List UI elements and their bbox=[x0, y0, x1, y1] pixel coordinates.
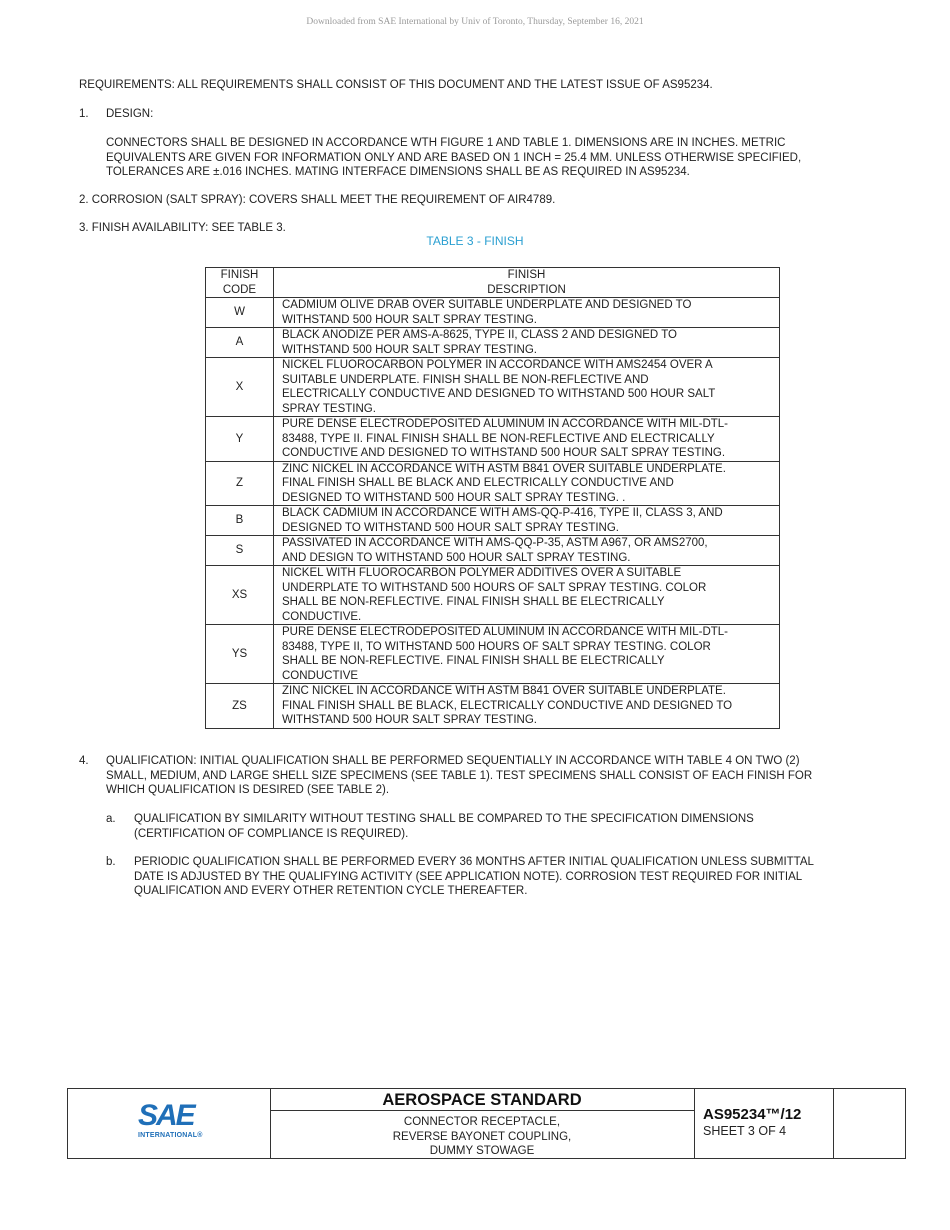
finish-code-cell: ZS bbox=[206, 684, 274, 729]
finish-description-cell bbox=[274, 461, 780, 506]
finish-code-cell: A bbox=[206, 328, 274, 358]
description-line: FINAL FINISH SHALL BE BLACK AND ELECTRICALLY CONDUCTIVE AND bbox=[282, 477, 674, 489]
qualification-a-line: (CERTIFICATION OF COMPLIANCE IS REQUIRED). bbox=[134, 827, 409, 840]
finish-table bbox=[205, 267, 780, 729]
qualification-number: 4. bbox=[79, 755, 89, 767]
finish-code-cell: XS bbox=[206, 566, 274, 625]
design-body-line: TOLERANCES ARE ±.016 INCHES. MATING INTERFACE DIMENSIONS SHALL BE AS REQUIRED IN AS95234. bbox=[106, 166, 690, 178]
table-row bbox=[206, 358, 780, 417]
finish-code-cell: Z bbox=[206, 461, 274, 506]
title-block bbox=[67, 1088, 906, 1159]
finish-code-cell: S bbox=[206, 536, 274, 566]
finish-description-cell bbox=[274, 298, 780, 328]
qualification-a-line: QUALIFICATION BY SIMILARITY WITHOUT TESTING SHALL BE COMPARED TO THE SPECIFICATION DIMENSIONS bbox=[134, 813, 754, 825]
header-line: FINISH bbox=[220, 269, 259, 281]
finish-code-cell: YS bbox=[206, 625, 274, 684]
part-description-line: CONNECTOR RECEPTACLE, bbox=[403, 1116, 561, 1128]
description-line: SPRAY TESTING. bbox=[282, 402, 376, 415]
qualification-line: QUALIFICATION: INITIAL QUALIFICATION SHALL BE PERFORMED SEQUENTIALLY IN ACCORDANCE WITH TABLE 4 ON TWO (2) bbox=[106, 755, 800, 767]
document-number: AS95234™/12 bbox=[703, 1106, 802, 1123]
logo-cell bbox=[68, 1089, 271, 1158]
header-finish-code bbox=[206, 268, 274, 298]
table-title: TABLE 3 - FINISH bbox=[426, 234, 524, 248]
qualification-b-line: DATE IS ADJUSTED BY THE QUALIFYING ACTIVITY (SEE APPLICATION NOTE). CORROSION TEST REQUIRED FOR INITIAL bbox=[134, 870, 803, 883]
title-cell bbox=[270, 1089, 695, 1158]
finish-description-cell bbox=[274, 506, 780, 536]
design-body-line: CONNECTORS SHALL BE DESIGNED IN ACCORDANCE WTH FIGURE 1 AND TABLE 1. DIMENSIONS ARE IN INCHES. METRIC bbox=[106, 137, 786, 149]
description-line: SUITABLE UNDERPLATE. FINISH SHALL BE NON-REFLECTIVE AND bbox=[282, 373, 649, 386]
description-line: UNDERPLATE TO WITHSTAND 500 HOURS OF SALT SPRAY TESTING. COLOR bbox=[282, 581, 707, 594]
description-line: BLACK CADMIUM IN ACCORDANCE WITH AMS-QQ-P-416, TYPE II, CLASS 3, AND bbox=[282, 507, 723, 519]
finish-availability-paragraph: 3. FINISH AVAILABILITY: SEE TABLE 3. bbox=[79, 222, 286, 234]
design-heading bbox=[79, 107, 879, 122]
table-row bbox=[206, 684, 780, 729]
header-finish-description bbox=[274, 268, 780, 298]
finish-description-cell bbox=[274, 684, 780, 729]
part-description-line: DUMMY STOWAGE bbox=[429, 1145, 535, 1157]
description-line: CONDUCTIVE AND DESIGNED TO WITHSTAND 500 HOUR SALT SPRAY TESTING. bbox=[282, 447, 726, 459]
description-line: PURE DENSE ELECTRODEPOSITED ALUMINUM IN ACCORDANCE WITH MIL-DTL- bbox=[282, 626, 728, 638]
table-row bbox=[206, 328, 780, 358]
table-row bbox=[206, 417, 780, 462]
description-line: AND DESIGN TO WITHSTAND 500 HOUR SALT SPRAY TESTING. bbox=[282, 551, 631, 564]
table-row bbox=[206, 506, 780, 536]
description-line: NICKEL WITH FLUOROCARBON POLYMER ADDITIVES OVER A SUITABLE bbox=[282, 567, 682, 579]
description-line: SHALL BE NON-REFLECTIVE. FINAL FINISH SHALL BE ELECTRICALLY bbox=[282, 596, 665, 608]
sae-logo-letters: SAE bbox=[138, 1099, 194, 1132]
table-header-row bbox=[206, 268, 780, 298]
finish-description-cell bbox=[274, 625, 780, 684]
finish-description-cell bbox=[274, 417, 780, 462]
description-line: WITHSTAND 500 HOUR SALT SPRAY TESTING. bbox=[282, 714, 537, 726]
description-line: CADMIUM OLIVE DRAB OVER SUITABLE UNDERPLATE AND DESIGNED TO bbox=[282, 299, 692, 311]
finish-description-cell bbox=[274, 536, 780, 566]
description-line: PURE DENSE ELECTRODEPOSITED ALUMINUM IN ACCORDANCE WITH MIL-DTL- bbox=[282, 418, 728, 430]
requirements-paragraph: REQUIREMENTS: ALL REQUIREMENTS SHALL CONSIST OF THIS DOCUMENT AND THE LATEST ISSUE OF AS95234. bbox=[79, 79, 713, 91]
finish-code-cell: X bbox=[206, 358, 274, 417]
description-line: CONDUCTIVE. bbox=[282, 610, 362, 623]
qualification-line: WHICH QUALIFICATION IS DESIRED (SEE TABLE 2). bbox=[106, 784, 390, 796]
description-line: 83488, TYPE II. FINAL FINISH SHALL BE NON-REFLECTIVE AND ELECTRICALLY bbox=[282, 432, 715, 445]
description-line: ZINC NICKEL IN ACCORDANCE WITH ASTM B841 OVER SUITABLE UNDERPLATE. bbox=[282, 462, 726, 475]
description-line: CONDUCTIVE bbox=[282, 669, 359, 682]
finish-description-cell bbox=[274, 358, 780, 417]
qualification-b-label: b. bbox=[106, 856, 116, 868]
qualification-body bbox=[106, 754, 886, 798]
sheet-number: SHEET 3 OF 4 bbox=[703, 1124, 787, 1138]
header-line: CODE bbox=[222, 283, 257, 296]
description-line: 83488, TYPE II, TO WITHSTAND 500 HOURS OF SALT SPRAY TESTING. COLOR bbox=[282, 640, 711, 653]
part-description bbox=[270, 1111, 694, 1159]
document-cell bbox=[694, 1089, 834, 1158]
description-line: WITHSTAND 500 HOUR SALT SPRAY TESTING. bbox=[282, 313, 537, 326]
sae-logo-subtitle: INTERNATIONAL® bbox=[138, 1132, 203, 1139]
standard-heading: AEROSPACE STANDARD bbox=[270, 1089, 694, 1111]
qualification-b-line: QUALIFICATION AND EVERY OTHER RETENTION CYCLE THEREAFTER. bbox=[134, 885, 528, 897]
description-line: ELECTRICALLY CONDUCTIVE AND DESIGNED TO WITHSTAND 500 HOUR SALT bbox=[282, 388, 716, 400]
header-line: FINISH bbox=[507, 269, 546, 281]
description-line: DESIGNED TO WITHSTAND 500 HOUR SALT SPRAY TESTING. bbox=[282, 521, 619, 534]
part-description-line: REVERSE BAYONET COUPLING, bbox=[392, 1130, 572, 1143]
finish-code-cell: W bbox=[206, 298, 274, 328]
finish-code-cell: Y bbox=[206, 417, 274, 462]
corrosion-paragraph: 2. CORROSION (SALT SPRAY): COVERS SHALL MEET THE REQUIREMENT OF AIR4789. bbox=[79, 194, 556, 206]
table-row bbox=[206, 461, 780, 506]
description-line: WITHSTAND 500 HOUR SALT SPRAY TESTING. bbox=[282, 343, 537, 356]
table-row bbox=[206, 298, 780, 328]
qualification-b-body bbox=[134, 855, 884, 899]
finish-description-cell bbox=[274, 328, 780, 358]
design-number: 1. bbox=[79, 108, 89, 120]
table-row bbox=[206, 625, 780, 684]
qualification-a-label: a. bbox=[106, 813, 116, 825]
table-row bbox=[206, 566, 780, 625]
description-line: FINAL FINISH SHALL BE BLACK, ELECTRICALLY CONDUCTIVE AND DESIGNED TO bbox=[282, 699, 733, 712]
table-row bbox=[206, 536, 780, 566]
description-line: NICKEL FLUOROCARBON POLYMER IN ACCORDANCE WITH AMS2454 OVER A bbox=[282, 359, 713, 371]
header-line: DESCRIPTION bbox=[487, 283, 566, 296]
design-body-line: EQUIVALENTS ARE GIVEN FOR INFORMATION ONLY AND ARE BASED ON 1 INCH = 25.4 MM. UNLESS OTHERWISE SPECIFIED, bbox=[106, 151, 802, 164]
design-title: DESIGN: bbox=[106, 108, 154, 120]
qualification-b-line: PERIODIC QUALIFICATION SHALL BE PERFORMED EVERY 36 MONTHS AFTER INITIAL QUALIFICATION UNLESS SUBMITTAL bbox=[134, 856, 814, 868]
design-body bbox=[106, 136, 876, 180]
qualification-a-body bbox=[134, 812, 884, 841]
qualification-line: SMALL, MEDIUM, AND LARGE SHELL SIZE SPECIMENS (SEE TABLE 1). TEST SPECIMENS SHALL CONSIST OF EACH FINISH FOR bbox=[106, 769, 813, 782]
description-line: PASSIVATED IN ACCORDANCE WITH AMS-QQ-P-35, ASTM A967, OR AMS2700, bbox=[282, 537, 708, 549]
download-notice: Downloaded from SAE International by Univ of Toronto, Thursday, September 16, 2021 bbox=[306, 17, 644, 27]
finish-code-cell: B bbox=[206, 506, 274, 536]
description-line: SHALL BE NON-REFLECTIVE. FINAL FINISH SHALL BE ELECTRICALLY bbox=[282, 655, 665, 667]
finish-description-cell bbox=[274, 566, 780, 625]
description-line: ZINC NICKEL IN ACCORDANCE WITH ASTM B841 OVER SUITABLE UNDERPLATE. bbox=[282, 685, 726, 697]
description-line: DESIGNED TO WITHSTAND 500 HOUR SALT SPRAY TESTING. . bbox=[282, 491, 626, 504]
description-line: BLACK ANODIZE PER AMS-A-8625, TYPE II, CLASS 2 AND DESIGNED TO bbox=[282, 329, 677, 341]
sae-logo bbox=[138, 1101, 208, 1147]
